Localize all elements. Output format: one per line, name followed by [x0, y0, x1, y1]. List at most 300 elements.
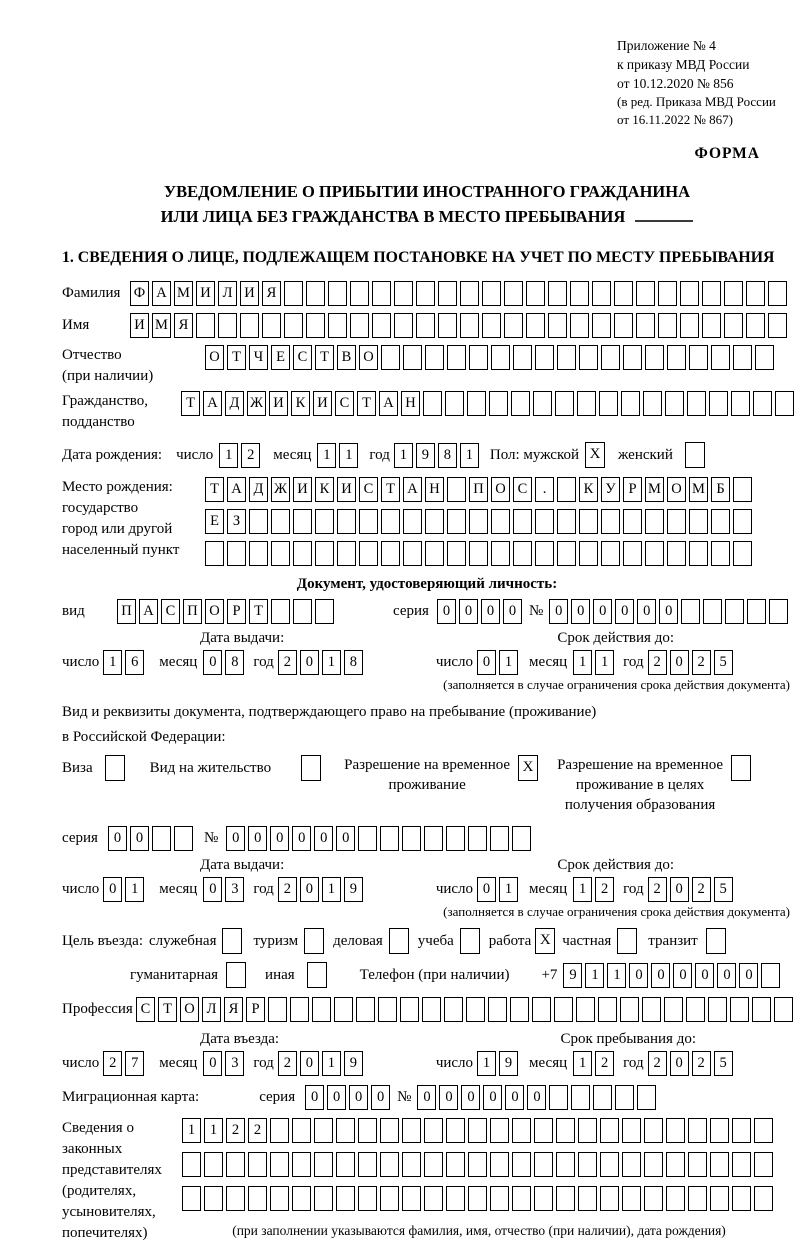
char-box[interactable]: М — [152, 313, 171, 338]
char-box[interactable] — [746, 313, 765, 338]
char-box[interactable]: Т — [357, 391, 376, 416]
char-box[interactable]: 0 — [203, 877, 222, 902]
char-box[interactable]: 0 — [483, 1085, 502, 1110]
char-box[interactable]: 1 — [322, 1051, 341, 1076]
char-box[interactable]: 0 — [670, 1051, 689, 1076]
char-box[interactable] — [598, 997, 617, 1022]
char-box[interactable] — [248, 1152, 267, 1177]
char-box[interactable]: 2 — [248, 1118, 267, 1143]
char-box[interactable] — [600, 1118, 619, 1143]
char-box[interactable] — [425, 345, 444, 370]
char-box[interactable]: 9 — [499, 1051, 518, 1076]
char-box[interactable]: 1 — [394, 443, 413, 468]
char-box[interactable] — [438, 281, 457, 306]
char-box[interactable]: Е — [271, 345, 290, 370]
checkbox[interactable] — [105, 755, 125, 781]
char-box[interactable]: С — [513, 477, 532, 502]
char-box[interactable] — [468, 1118, 487, 1143]
char-box[interactable] — [576, 997, 595, 1022]
char-box[interactable] — [422, 997, 441, 1022]
char-box[interactable]: 0 — [593, 599, 612, 624]
char-box[interactable] — [747, 599, 766, 624]
char-box[interactable] — [664, 997, 683, 1022]
char-box[interactable]: 6 — [125, 650, 144, 675]
char-box[interactable]: 2 — [692, 877, 711, 902]
char-box[interactable] — [711, 541, 730, 566]
char-box[interactable]: 0 — [349, 1085, 368, 1110]
char-box[interactable]: Р — [227, 599, 246, 624]
char-box[interactable]: 9 — [344, 1051, 363, 1076]
char-box[interactable] — [174, 826, 193, 851]
char-box[interactable]: 0 — [439, 1085, 458, 1110]
char-box[interactable] — [268, 997, 287, 1022]
char-box[interactable]: 1 — [317, 443, 336, 468]
char-box[interactable]: 3 — [225, 877, 244, 902]
char-box[interactable] — [403, 345, 422, 370]
char-box[interactable]: 1 — [182, 1118, 201, 1143]
char-box[interactable] — [271, 599, 290, 624]
char-box[interactable] — [754, 1118, 773, 1143]
char-box[interactable] — [746, 281, 765, 306]
char-box[interactable] — [424, 826, 443, 851]
char-box[interactable]: А — [139, 599, 158, 624]
char-box[interactable]: А — [379, 391, 398, 416]
char-box[interactable] — [710, 1118, 729, 1143]
char-box[interactable] — [469, 541, 488, 566]
char-box[interactable]: 3 — [225, 1051, 244, 1076]
char-box[interactable] — [709, 391, 728, 416]
char-box[interactable]: 2 — [226, 1118, 245, 1143]
char-box[interactable]: Н — [401, 391, 420, 416]
char-box[interactable]: С — [161, 599, 180, 624]
char-box[interactable] — [579, 541, 598, 566]
char-box[interactable] — [775, 391, 794, 416]
char-box[interactable]: 1 — [125, 877, 144, 902]
char-box[interactable]: 1 — [460, 443, 479, 468]
char-box[interactable]: 9 — [344, 877, 363, 902]
char-box[interactable] — [270, 1118, 289, 1143]
char-box[interactable]: 2 — [595, 1051, 614, 1076]
char-box[interactable] — [680, 281, 699, 306]
char-box[interactable] — [702, 281, 721, 306]
char-box[interactable]: 2 — [648, 877, 667, 902]
char-box[interactable] — [644, 1152, 663, 1177]
char-box[interactable] — [534, 1118, 553, 1143]
char-box[interactable]: 2 — [692, 1051, 711, 1076]
char-box[interactable] — [504, 313, 523, 338]
char-box[interactable]: Я — [224, 997, 243, 1022]
checkbox[interactable]: X — [535, 928, 555, 954]
char-box[interactable] — [681, 599, 700, 624]
char-box[interactable] — [204, 1152, 223, 1177]
char-box[interactable] — [689, 541, 708, 566]
char-box[interactable] — [557, 345, 576, 370]
char-box[interactable]: 0 — [670, 877, 689, 902]
char-box[interactable] — [711, 509, 730, 534]
char-box[interactable]: Д — [225, 391, 244, 416]
char-box[interactable]: 0 — [292, 826, 311, 851]
char-box[interactable]: 2 — [648, 1051, 667, 1076]
char-box[interactable] — [380, 1186, 399, 1211]
char-box[interactable] — [447, 541, 466, 566]
char-box[interactable] — [226, 1152, 245, 1177]
char-box[interactable] — [358, 1152, 377, 1177]
char-box[interactable]: 2 — [103, 1051, 122, 1076]
char-box[interactable]: 0 — [505, 1085, 524, 1110]
char-box[interactable] — [378, 997, 397, 1022]
char-box[interactable] — [526, 313, 545, 338]
char-box[interactable] — [592, 281, 611, 306]
char-box[interactable]: 5 — [714, 1051, 733, 1076]
char-box[interactable] — [490, 1118, 509, 1143]
char-box[interactable] — [491, 509, 510, 534]
char-box[interactable] — [600, 1152, 619, 1177]
char-box[interactable]: И — [240, 281, 259, 306]
char-box[interactable] — [688, 1118, 707, 1143]
char-box[interactable] — [703, 599, 722, 624]
char-box[interactable]: И — [293, 477, 312, 502]
char-box[interactable] — [292, 1186, 311, 1211]
char-box[interactable] — [688, 1186, 707, 1211]
char-box[interactable] — [667, 345, 686, 370]
char-box[interactable] — [665, 391, 684, 416]
char-box[interactable] — [226, 1186, 245, 1211]
char-box[interactable] — [403, 509, 422, 534]
char-box[interactable] — [621, 391, 640, 416]
char-box[interactable] — [270, 1186, 289, 1211]
char-box[interactable] — [290, 997, 309, 1022]
char-box[interactable] — [196, 313, 215, 338]
char-box[interactable] — [623, 345, 642, 370]
char-box[interactable] — [468, 1186, 487, 1211]
char-box[interactable] — [513, 345, 532, 370]
char-box[interactable] — [262, 313, 281, 338]
char-box[interactable] — [753, 391, 772, 416]
char-box[interactable] — [623, 541, 642, 566]
char-box[interactable]: 0 — [327, 1085, 346, 1110]
char-box[interactable]: П — [117, 599, 136, 624]
char-box[interactable]: М — [645, 477, 664, 502]
char-box[interactable] — [372, 281, 391, 306]
char-box[interactable] — [491, 541, 510, 566]
char-box[interactable] — [490, 1186, 509, 1211]
char-box[interactable] — [334, 997, 353, 1022]
char-box[interactable] — [578, 1118, 597, 1143]
char-box[interactable] — [314, 1152, 333, 1177]
char-box[interactable] — [733, 541, 752, 566]
char-box[interactable] — [689, 509, 708, 534]
char-box[interactable] — [372, 313, 391, 338]
char-box[interactable] — [512, 1118, 531, 1143]
char-box[interactable] — [570, 281, 589, 306]
char-box[interactable] — [446, 1118, 465, 1143]
char-box[interactable]: 1 — [204, 1118, 223, 1143]
char-box[interactable] — [293, 541, 312, 566]
char-box[interactable] — [548, 281, 567, 306]
char-box[interactable]: Д — [249, 477, 268, 502]
char-box[interactable] — [336, 1118, 355, 1143]
char-box[interactable] — [284, 313, 303, 338]
char-box[interactable] — [645, 345, 664, 370]
char-box[interactable] — [557, 477, 576, 502]
checkbox[interactable]: X — [518, 755, 538, 781]
char-box[interactable] — [491, 345, 510, 370]
char-box[interactable]: 1 — [499, 877, 518, 902]
char-box[interactable] — [380, 826, 399, 851]
char-box[interactable]: 0 — [461, 1085, 480, 1110]
char-box[interactable]: 1 — [573, 650, 592, 675]
char-box[interactable] — [394, 281, 413, 306]
char-box[interactable] — [513, 509, 532, 534]
char-box[interactable]: Т — [315, 345, 334, 370]
char-box[interactable] — [424, 1118, 443, 1143]
char-box[interactable]: Т — [381, 477, 400, 502]
char-box[interactable]: 9 — [563, 963, 582, 988]
char-box[interactable] — [730, 997, 749, 1022]
char-box[interactable] — [601, 541, 620, 566]
char-box[interactable] — [490, 826, 509, 851]
char-box[interactable] — [554, 997, 573, 1022]
char-box[interactable]: Е — [205, 509, 224, 534]
char-box[interactable]: 1 — [607, 963, 626, 988]
char-box[interactable] — [510, 997, 529, 1022]
char-box[interactable] — [482, 281, 501, 306]
char-box[interactable]: О — [359, 345, 378, 370]
char-box[interactable] — [622, 1152, 641, 1177]
char-box[interactable] — [688, 1152, 707, 1177]
char-box[interactable] — [708, 997, 727, 1022]
char-box[interactable] — [356, 997, 375, 1022]
char-box[interactable] — [447, 345, 466, 370]
char-box[interactable]: 0 — [503, 599, 522, 624]
char-box[interactable] — [460, 313, 479, 338]
char-box[interactable] — [227, 541, 246, 566]
char-box[interactable]: С — [359, 477, 378, 502]
char-box[interactable]: 0 — [659, 599, 678, 624]
char-box[interactable]: 8 — [344, 650, 363, 675]
checkbox[interactable] — [685, 442, 705, 468]
char-box[interactable] — [731, 391, 750, 416]
char-box[interactable] — [614, 281, 633, 306]
char-box[interactable]: 0 — [437, 599, 456, 624]
char-box[interactable]: С — [136, 997, 155, 1022]
char-box[interactable]: 0 — [717, 963, 736, 988]
char-box[interactable] — [658, 281, 677, 306]
char-box[interactable] — [292, 1152, 311, 1177]
char-box[interactable] — [337, 509, 356, 534]
char-box[interactable] — [645, 541, 664, 566]
char-box[interactable] — [381, 345, 400, 370]
char-box[interactable]: 0 — [248, 826, 267, 851]
char-box[interactable]: З — [227, 509, 246, 534]
checkbox[interactable] — [226, 962, 246, 988]
char-box[interactable]: 0 — [670, 650, 689, 675]
checkbox[interactable] — [389, 928, 409, 954]
char-box[interactable] — [577, 391, 596, 416]
char-box[interactable] — [446, 826, 465, 851]
char-box[interactable] — [526, 281, 545, 306]
char-box[interactable]: 0 — [739, 963, 758, 988]
char-box[interactable]: 0 — [571, 599, 590, 624]
char-box[interactable] — [306, 281, 325, 306]
char-box[interactable] — [732, 1186, 751, 1211]
char-box[interactable] — [490, 1152, 509, 1177]
char-box[interactable] — [424, 1152, 443, 1177]
char-box[interactable] — [447, 509, 466, 534]
char-box[interactable]: С — [335, 391, 354, 416]
char-box[interactable] — [249, 541, 268, 566]
char-box[interactable] — [555, 391, 574, 416]
char-box[interactable]: 7 — [125, 1051, 144, 1076]
char-box[interactable] — [754, 1186, 773, 1211]
char-box[interactable]: 2 — [692, 650, 711, 675]
char-box[interactable] — [556, 1186, 575, 1211]
char-box[interactable] — [381, 509, 400, 534]
char-box[interactable] — [768, 313, 787, 338]
char-box[interactable] — [394, 313, 413, 338]
char-box[interactable] — [761, 963, 780, 988]
char-box[interactable] — [358, 1118, 377, 1143]
char-box[interactable] — [424, 1186, 443, 1211]
char-box[interactable]: . — [535, 477, 554, 502]
char-box[interactable] — [557, 509, 576, 534]
char-box[interactable] — [614, 313, 633, 338]
char-box[interactable]: И — [269, 391, 288, 416]
char-box[interactable] — [702, 313, 721, 338]
char-box[interactable] — [444, 997, 463, 1022]
char-box[interactable] — [535, 541, 554, 566]
char-box[interactable] — [666, 1186, 685, 1211]
char-box[interactable] — [350, 313, 369, 338]
char-box[interactable] — [423, 391, 442, 416]
char-box[interactable]: Я — [174, 313, 193, 338]
char-box[interactable]: 8 — [438, 443, 457, 468]
char-box[interactable] — [535, 345, 554, 370]
char-box[interactable] — [615, 1085, 634, 1110]
checkbox[interactable] — [307, 962, 327, 988]
char-box[interactable]: А — [152, 281, 171, 306]
char-box[interactable] — [644, 1186, 663, 1211]
char-box[interactable]: 0 — [300, 877, 319, 902]
char-box[interactable]: И — [130, 313, 149, 338]
char-box[interactable]: О — [180, 997, 199, 1022]
char-box[interactable]: С — [293, 345, 312, 370]
char-box[interactable]: 0 — [527, 1085, 546, 1110]
char-box[interactable]: 2 — [278, 877, 297, 902]
char-box[interactable]: 0 — [651, 963, 670, 988]
char-box[interactable] — [403, 541, 422, 566]
char-box[interactable]: 0 — [629, 963, 648, 988]
char-box[interactable] — [689, 345, 708, 370]
char-box[interactable] — [600, 1186, 619, 1211]
char-box[interactable] — [358, 1186, 377, 1211]
char-box[interactable] — [579, 345, 598, 370]
char-box[interactable]: И — [337, 477, 356, 502]
checkbox[interactable] — [222, 928, 242, 954]
char-box[interactable] — [571, 1085, 590, 1110]
char-box[interactable] — [642, 997, 661, 1022]
checkbox[interactable] — [304, 928, 324, 954]
char-box[interactable] — [622, 1186, 641, 1211]
char-box[interactable]: К — [315, 477, 334, 502]
checkbox[interactable]: X — [585, 442, 605, 468]
char-box[interactable] — [315, 509, 334, 534]
char-box[interactable] — [218, 313, 237, 338]
char-box[interactable]: 1 — [585, 963, 604, 988]
char-box[interactable]: 0 — [305, 1085, 324, 1110]
char-box[interactable] — [336, 1152, 355, 1177]
char-box[interactable] — [636, 313, 655, 338]
char-box[interactable]: 0 — [477, 650, 496, 675]
char-box[interactable]: 0 — [336, 826, 355, 851]
char-box[interactable]: Т — [181, 391, 200, 416]
char-box[interactable] — [336, 1186, 355, 1211]
char-box[interactable] — [446, 1152, 465, 1177]
char-box[interactable]: 1 — [477, 1051, 496, 1076]
char-box[interactable] — [578, 1186, 597, 1211]
char-box[interactable] — [381, 541, 400, 566]
char-box[interactable] — [467, 391, 486, 416]
char-box[interactable]: Я — [262, 281, 281, 306]
char-box[interactable] — [328, 281, 347, 306]
char-box[interactable] — [724, 313, 743, 338]
char-box[interactable] — [687, 391, 706, 416]
char-box[interactable] — [402, 1152, 421, 1177]
char-box[interactable] — [460, 281, 479, 306]
char-box[interactable]: 0 — [203, 1051, 222, 1076]
char-box[interactable]: 0 — [226, 826, 245, 851]
char-box[interactable]: 1 — [103, 650, 122, 675]
char-box[interactable] — [620, 997, 639, 1022]
char-box[interactable]: Ж — [247, 391, 266, 416]
char-box[interactable]: 8 — [225, 650, 244, 675]
char-box[interactable] — [724, 281, 743, 306]
checkbox[interactable] — [460, 928, 480, 954]
char-box[interactable] — [416, 281, 435, 306]
char-box[interactable]: Л — [202, 997, 221, 1022]
char-box[interactable] — [556, 1118, 575, 1143]
char-box[interactable] — [666, 1152, 685, 1177]
char-box[interactable] — [425, 509, 444, 534]
char-box[interactable]: 0 — [314, 826, 333, 851]
char-box[interactable] — [152, 826, 171, 851]
char-box[interactable] — [680, 313, 699, 338]
char-box[interactable] — [774, 997, 793, 1022]
char-box[interactable] — [534, 1186, 553, 1211]
char-box[interactable] — [248, 1186, 267, 1211]
char-box[interactable]: М — [174, 281, 193, 306]
char-box[interactable]: 1 — [499, 650, 518, 675]
char-box[interactable]: О — [667, 477, 686, 502]
char-box[interactable]: А — [227, 477, 246, 502]
char-box[interactable] — [359, 541, 378, 566]
char-box[interactable] — [548, 313, 567, 338]
char-box[interactable] — [710, 1152, 729, 1177]
char-box[interactable] — [182, 1152, 201, 1177]
char-box[interactable]: 1 — [595, 650, 614, 675]
char-box[interactable] — [513, 541, 532, 566]
char-box[interactable]: Н — [425, 477, 444, 502]
char-box[interactable]: 9 — [416, 443, 435, 468]
char-box[interactable] — [601, 509, 620, 534]
char-box[interactable]: 0 — [300, 1051, 319, 1076]
char-box[interactable] — [622, 1118, 641, 1143]
char-box[interactable] — [466, 997, 485, 1022]
char-box[interactable]: О — [491, 477, 510, 502]
char-box[interactable] — [380, 1118, 399, 1143]
char-box[interactable] — [643, 391, 662, 416]
char-box[interactable] — [710, 1186, 729, 1211]
